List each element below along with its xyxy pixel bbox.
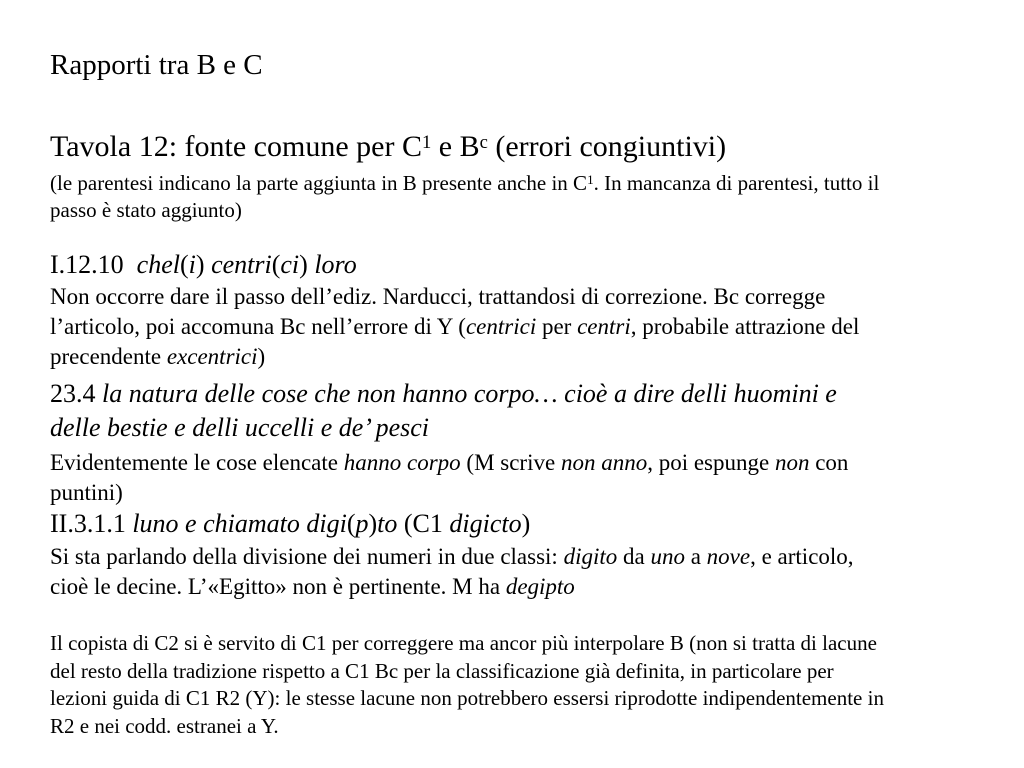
text-run: lezioni guida di C1 R2 (Y): le stesse lacune non potrebbero essersi riprodotte indipendentemente in — [50, 686, 884, 710]
text-run: ( — [271, 250, 281, 279]
text-run: cioè le decine. L’«Egitto» non è pertinente. M ha — [50, 574, 506, 599]
text-run: (M scrive — [460, 450, 561, 475]
text-run: ) — [299, 250, 315, 279]
text-run: e B — [431, 130, 480, 163]
text-run: l’articolo, poi accomuna Bc nell’errore di Y ( — [50, 314, 466, 339]
text-run: (errori congiuntivi) — [487, 130, 727, 163]
text-run: to — [377, 509, 398, 538]
text-run: con — [809, 450, 849, 475]
text-run: passo è stato aggiunto) — [50, 198, 242, 222]
text-run: ci — [280, 250, 300, 279]
text-run: Non occorre dare il passo dell’ediz. Narducci, trattandosi di correzione. Bc corregge — [50, 284, 826, 309]
entry-1-lemma-heading — [50, 249, 357, 281]
text-run: degipto — [505, 574, 575, 599]
text-run: (C1 — [397, 509, 450, 538]
closing-paragraph — [50, 630, 884, 740]
entry-3-lemma-heading — [50, 508, 530, 540]
text-run: nove — [706, 544, 751, 569]
text-run: ( — [346, 509, 356, 538]
text-run: centrici — [465, 314, 537, 339]
text-run: hanno corpo — [343, 450, 461, 475]
text-run: del resto della tradizione rispetto a C1 Bc per la classificazione già definita, in particolare per — [50, 658, 834, 683]
text-run: centri — [211, 250, 272, 279]
text-run: digito — [563, 544, 618, 569]
tavola-12-heading — [50, 129, 726, 165]
text-run: puntini) — [50, 480, 123, 505]
text-run: p — [355, 509, 369, 538]
text-run: 23.4 — [50, 379, 102, 408]
text-run: ) — [195, 250, 212, 279]
text-run: da — [617, 544, 651, 569]
text-run: (le parentesi indicano la parte aggiunta in B presente anche in C — [50, 171, 588, 195]
text-run: excentrici — [166, 344, 258, 369]
text-run: , probabile attrazione del — [630, 314, 860, 339]
text-run: , e articolo, — [750, 544, 854, 569]
text-run: a — [684, 544, 707, 569]
slide-title: Rapporti tra B e C — [50, 49, 263, 81]
text-run: digicto — [449, 509, 522, 538]
text-run: . In mancanza di parentesi, tutto il — [593, 171, 880, 195]
text-run: la natura delle cose che non hanno corpo… cioè a dire delli huomini e — [102, 379, 837, 408]
entry-2-commentary — [50, 448, 848, 508]
text-run: II.3.1.1 — [50, 509, 133, 538]
text-run: ) — [257, 344, 266, 369]
text-run: luno e chiamato digi — [132, 509, 347, 538]
text-run: loro — [314, 250, 357, 279]
text-run: Il copista di C2 si è servito di C1 per correggere ma ancor più interpolare B (non si tratta di lacune — [50, 631, 877, 655]
text-run: uno — [650, 544, 685, 569]
entry-1-commentary — [50, 282, 859, 372]
text-run: c — [479, 131, 488, 153]
text-run: ) — [368, 509, 378, 538]
text-run: non anno — [560, 450, 648, 475]
text-run: per — [536, 314, 578, 339]
text-run: precendente — [50, 344, 167, 369]
text-run: Tavola 12: fonte comune per C — [50, 130, 422, 163]
text-run: chel — [136, 250, 180, 279]
text-run: 1 — [587, 172, 594, 188]
tavola-12-note — [50, 170, 879, 224]
text-run: , poi espunge — [647, 450, 775, 475]
text-run: ( — [179, 250, 189, 279]
text-run: non — [774, 450, 810, 475]
entry-2-lemma-heading — [50, 377, 837, 445]
text-run: Si sta parlando della divisione dei numeri in due classi: — [50, 544, 564, 569]
text-run: R2 e nei codd. estranei a Y. — [50, 713, 279, 738]
text-run: i — [188, 250, 196, 279]
text-run: Evidentemente le cose elencate — [50, 450, 344, 475]
text-run: ) — [521, 509, 531, 538]
text-run: 1 — [421, 131, 432, 153]
text-run: I.12.10 — [50, 250, 137, 279]
entry-3-commentary — [50, 542, 854, 602]
text-run: centri — [577, 314, 631, 339]
text-run: delle bestie e delli uccelli e de’ pesci — [50, 413, 429, 442]
